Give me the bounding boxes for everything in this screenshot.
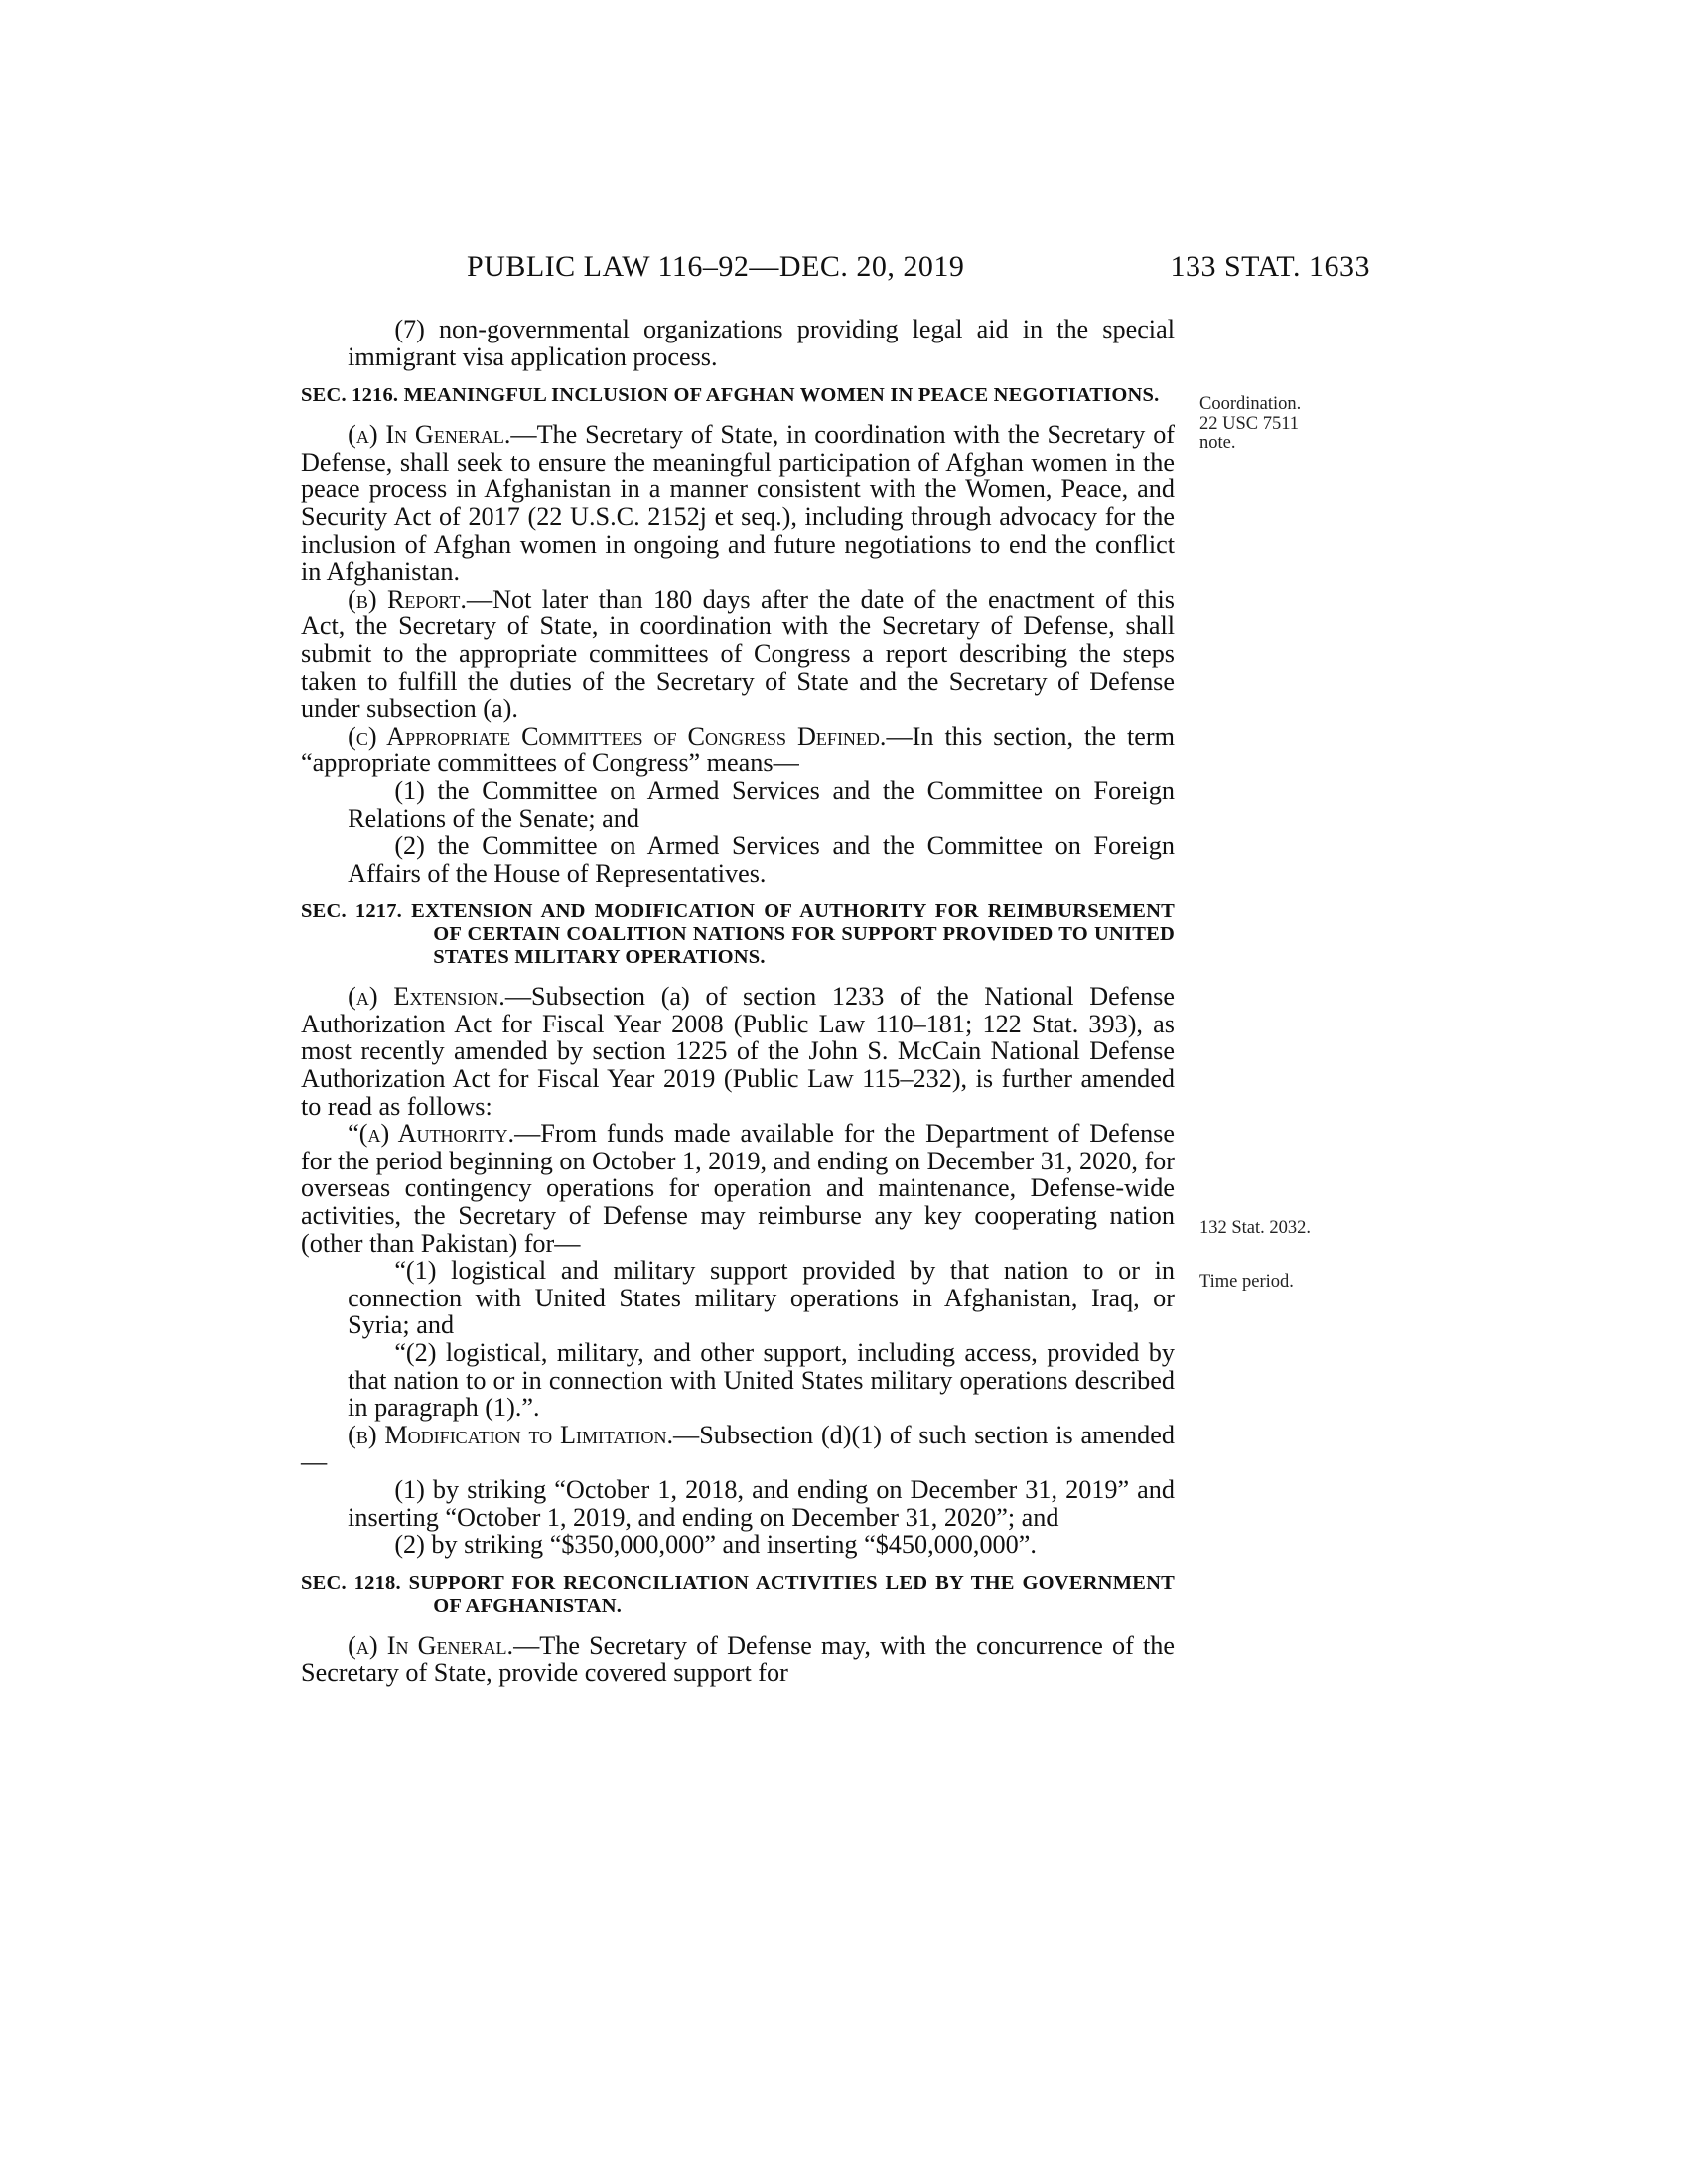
section-1218-a (301, 1632, 1175, 1687)
subsection-text: —Not later than 180 days after the date of the enactment of this Act, the Secretary of State, in coordination with the Secretary of Defense, shall submit to the appropriate committees of Congress a report describing the steps taken to fulfill the duties of the Secretary of State and the Secretary of Defense under subsection (a). (301, 584, 1175, 724)
section-1217-b-2: (2) by striking “$350,000,000” and inserting “$450,000,000”. (394, 1530, 1037, 1560)
section-1216-a (301, 421, 1175, 586)
section-1216-heading: SEC. 1216. MEANINGFUL INCLUSION OF AFGHAN WOMEN IN PEACE NEGOTIATIONS. (301, 384, 1160, 407)
section-1217-b-1: (1) by striking “October 1, 2018, and ending on December 31, 2019” and inserting “October 1, 2019, and ending on December 31, 2020”; and (348, 1474, 1175, 1532)
subsection-text: —From funds made available for the Department of Defense for the period beginning on October 1, 2019, and ending on December 31, 2020, for overseas contingency operations for operation and maintenance, Defense-wide activities, the Secretary of Defense may reimburse any key cooperating nation (other than Pakistan) for— (301, 1119, 1175, 1258)
section-1216-b (301, 586, 1175, 723)
subsection-text: —Subsection (d)(1) of such section is amended— (301, 1420, 1175, 1477)
subsection-label: (a) In General. (348, 420, 511, 450)
section-1216-c (301, 723, 1175, 777)
subsection-label: (a) Extension. (348, 982, 505, 1012)
law-title: PUBLIC LAW 116–92—DEC. 20, 2019 (467, 250, 965, 283)
subsection-text: —In this section, the term “appropriate committees of Congress” means— (301, 721, 1176, 778)
subsection-label: (b) Report. (348, 584, 467, 614)
paragraph-7: (7) non-governmental organizations providing legal aid in the special immigrant visa application process. (348, 315, 1175, 371)
section-1218-heading: SEC. 1218. SUPPORT FOR RECONCILIATION ACTIVITIES LED BY THE GOVERNMENT OF AFGHANISTAN. (301, 1571, 1175, 1617)
section-1217-authority-1: “(1) logistical and military support provided by that nation to or in connection with United States military operations in Afghanistan, Iraq, or Syria; and (348, 1256, 1175, 1340)
margin-note-stat-ref: 132 Stat. 2032. (1199, 1218, 1312, 1238)
running-head (437, 250, 1370, 290)
subsection-text: —Subsection (a) of section 1233 of the National Defense Authorization Act for Fiscal Year 2008 (Public Law 110–181; 122 Stat. 393), as most recently amended by section 1225 of the John S. McCain National Defense Authorization Act for Fiscal Year 2019 (Public Law 115–232), is further amended to read as follows: (301, 982, 1175, 1121)
subsection-text: —The Secretary of State, in coordination with the Secretary of Defense, shall seek to ensure the meaningful participation of Afghan women in the peace process in Afghanistan in a manner consistent with the Women, Peace, and Security Act of 2017 (22 U.S.C. 2152j et seq.), including through advocacy for the inclusion of Afghan women in ongoing and future negotiations to end the conflict in Afghanistan. (301, 420, 1176, 587)
statute-body (301, 316, 1175, 1687)
page-citation: 133 STAT. 1633 (1170, 250, 1370, 283)
subsection-label: (b) Modification to Limitation. (348, 1420, 674, 1449)
subsection-label: “(a) Authority. (348, 1119, 515, 1149)
section-1217-a (301, 983, 1175, 1120)
margin-note-time-period: Time period. (1199, 1272, 1294, 1292)
subsection-label: (c) Appropriate Committees of Congress Defined. (348, 721, 887, 751)
margin-note-line: Coordination. (1199, 394, 1302, 414)
subsection-text: —The Secretary of Defense may, with the concurrence of the Secretary of State, provide covered support for (301, 1630, 1175, 1688)
margin-note-line: 22 USC 7511 (1199, 413, 1300, 434)
section-1217-heading: SEC. 1217. EXTENSION AND MODIFICATION OF AUTHORITY FOR REIMBURSEMENT OF CERTAIN COALITION NATIONS FOR SUPPORT PROVIDED TO UNITED STATES MILITARY OPERATIONS. (301, 900, 1175, 969)
section-1217-authority (301, 1120, 1175, 1257)
section-1217-b (301, 1422, 1175, 1476)
subsection-label: (a) In General. (348, 1630, 514, 1660)
margin-note-coordination (1199, 395, 1338, 454)
section-1216-c-1: (1) the Committee on Armed Services and the Committee on Foreign Relations of the Senate; and (348, 775, 1175, 833)
section-1216-c-2: (2) the Committee on Armed Services and the Committee on Foreign Affairs of the House of Representatives. (348, 831, 1175, 887)
margin-note-line: note. (1199, 433, 1236, 453)
section-1217-authority-2: “(2) logistical, military, and other support, including access, provided by that nation to or in connection with United States military operations described in paragraph (1).”. (348, 1338, 1175, 1423)
